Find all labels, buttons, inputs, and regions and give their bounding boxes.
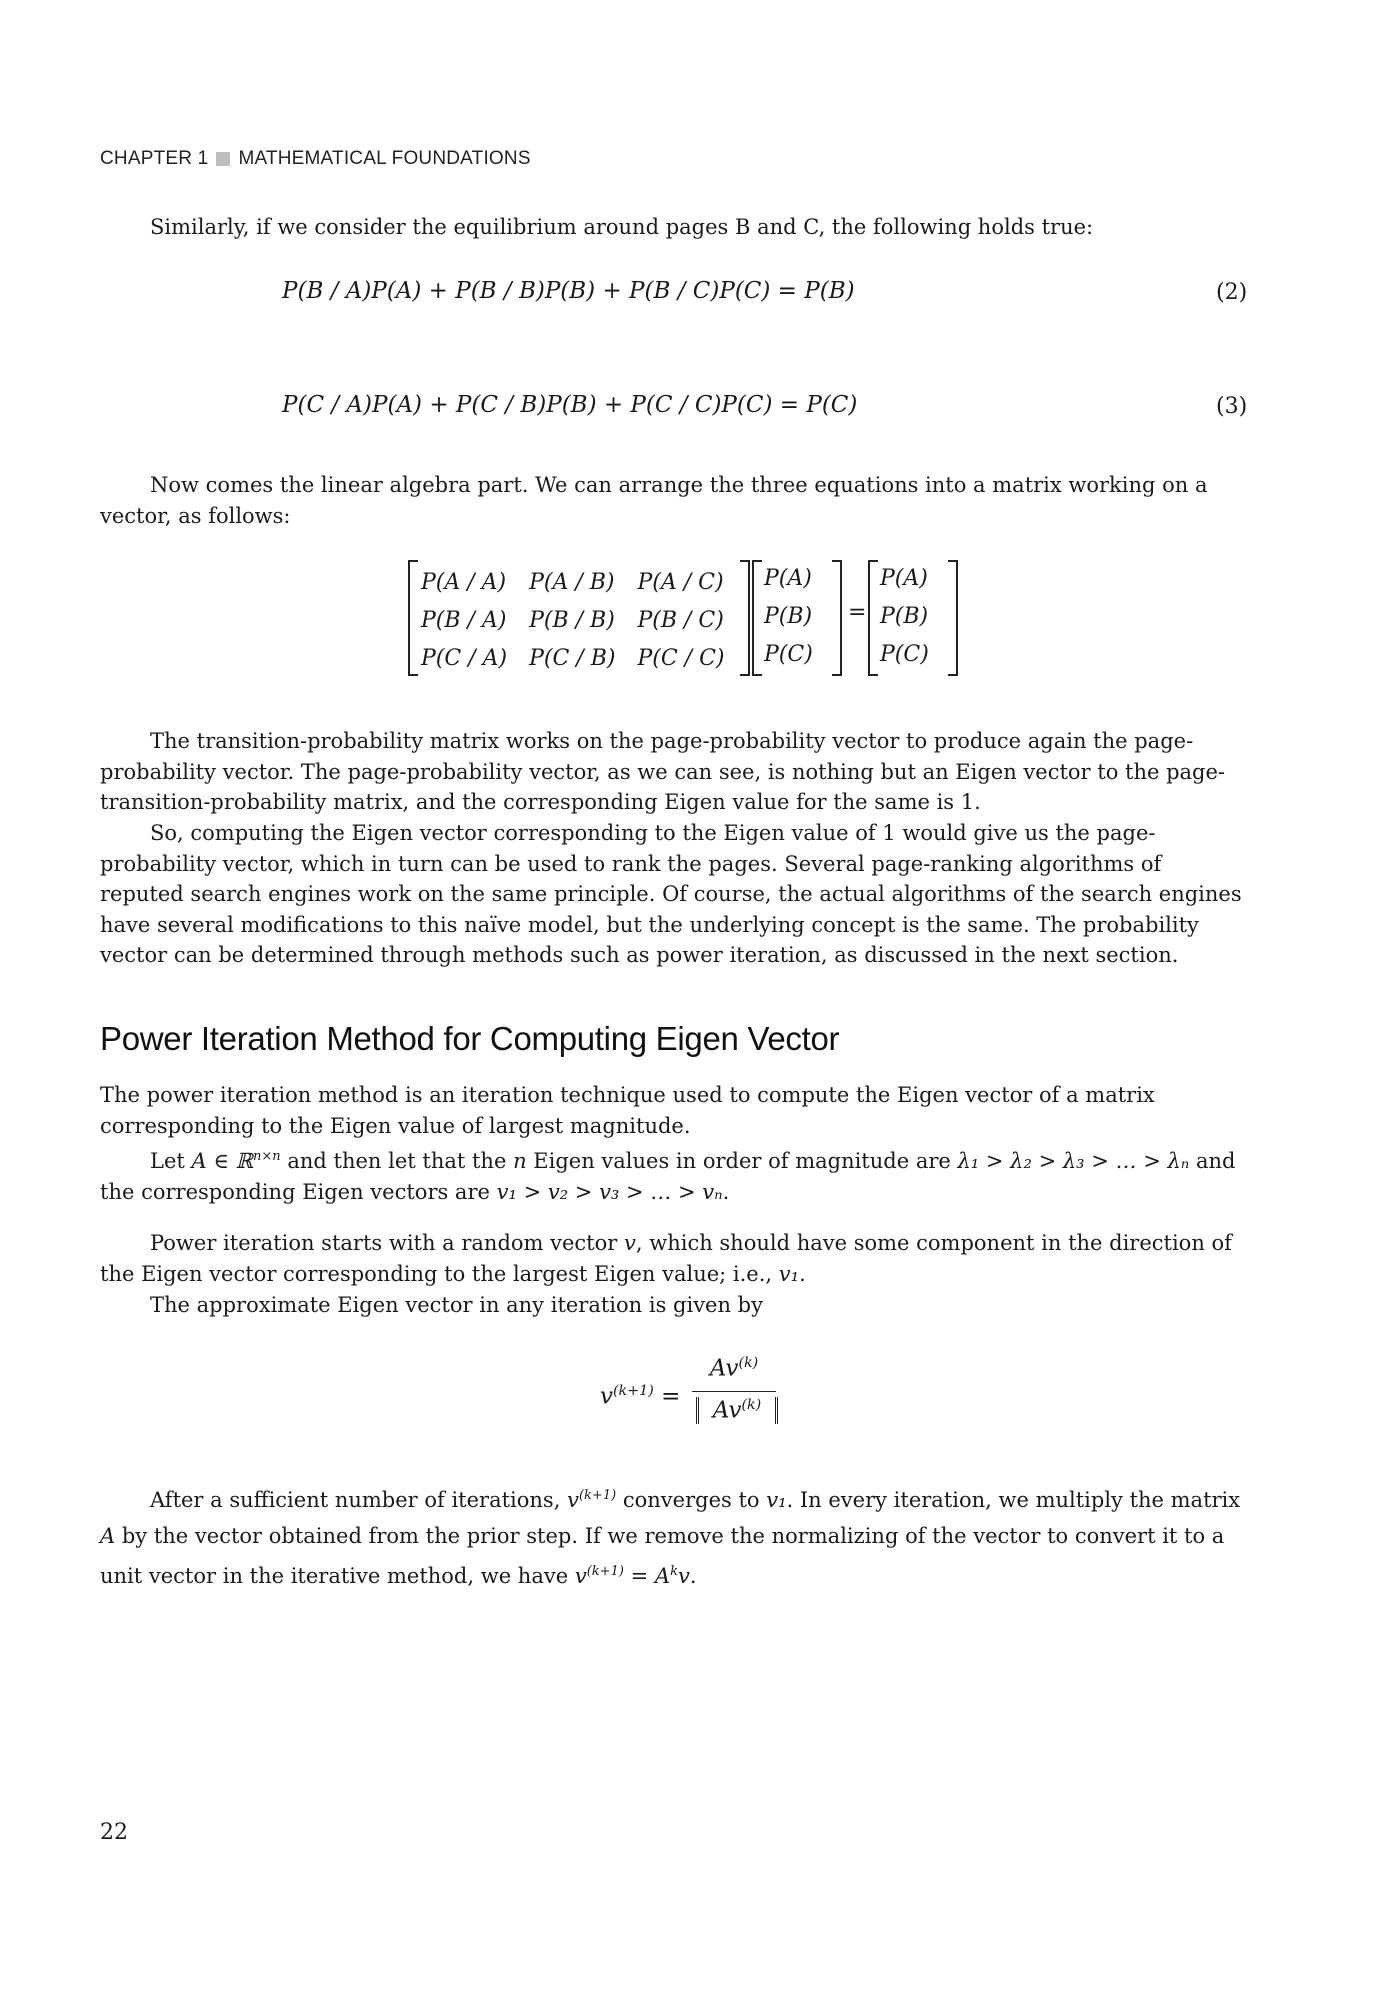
let-text-4: and the: [100, 1149, 1236, 1204]
running-header: [100, 148, 531, 170]
final-eq: = A: [630, 1564, 671, 1588]
let-text-3: Eigen values in order of magnitude are: [533, 1149, 951, 1173]
equation-2-number: (2): [1216, 280, 1248, 305]
formula-lhs-sup: (k+1): [613, 1383, 654, 1399]
after-text-3: . In every iteration, we multiply the matrix: [786, 1488, 1241, 1512]
formula-denominator: [696, 1397, 778, 1424]
final-tail: v: [677, 1564, 690, 1588]
eigenvalue-sequence: λ₁ > λ₂ > λ₃ > … > λₙ: [957, 1149, 1190, 1173]
random-text-2: , which should have some component in the direction of the Eigen vector corresponding to the largest Eigen value; i.e.,: [100, 1231, 1232, 1286]
numerator-sup: (k): [738, 1355, 759, 1371]
equals-sign: =: [848, 600, 867, 625]
matrix-cell: P(A / C): [637, 570, 724, 595]
equation-2: P(B / A)P(A) + P(B / B)P(B) + P(B / C)P(C) = P(B): [282, 278, 855, 304]
final-end: .: [689, 1564, 697, 1588]
after-text-4: by the vector obtained from the prior step. If we remove the normalizing of the vector to convert it to a unit vector in the iterative method, we have: [100, 1524, 1225, 1588]
denominator-sup: (k): [741, 1397, 762, 1413]
vector-entry: P(B): [764, 604, 813, 629]
final-v-sup: (k+1): [586, 1564, 624, 1579]
vector-right-bracket: [832, 560, 842, 676]
after-text-2: converges to: [622, 1488, 760, 1512]
domain-superscript: n×n: [253, 1149, 281, 1164]
v-k1-math: [567, 1488, 616, 1512]
matrix-equation: [408, 560, 968, 680]
formula-lhs-v: v: [600, 1383, 613, 1410]
section-heading: Power Iteration Method for Computing Eigen Vector: [100, 1020, 840, 1057]
random-text: Power iteration starts with a random vector: [150, 1231, 618, 1255]
intro-paragraph: Similarly, if we consider the equilibrium around pages B and C, the following holds true:: [150, 215, 1094, 239]
transition-paragraph: The transition-probability matrix works on the page-probability vector to produce again the page-probability vector. The page-probability vector, as we can see, is nothing but an Eigen vector to the page-transition-probability matrix, and the corresponding Eigen value for the same is 1.: [100, 729, 1226, 814]
final-k-sup: k: [670, 1564, 678, 1579]
power-intro-paragraph: The power iteration method is an iteration technique used to compute the Eigen vector of a matrix corresponding to the Eigen value of largest magnitude.: [100, 1083, 1155, 1138]
section-label: MATHEMATICAL FOUNDATIONS: [238, 148, 531, 169]
matrix-row: [410, 640, 736, 678]
domain-symbol: A ∈ ℝ: [191, 1149, 254, 1173]
n-symbol: n: [513, 1149, 527, 1173]
approx-paragraph: The approximate Eigen vector in any iteration is given by: [150, 1293, 763, 1317]
vectors-end: .: [722, 1179, 730, 1204]
denominator-text: Av: [712, 1397, 742, 1424]
matrix-right-bracket: [740, 560, 750, 676]
matrix-cell: P(C / C): [637, 646, 725, 671]
v-symbol: v: [624, 1231, 636, 1255]
result-vector: [870, 560, 939, 674]
eigenvector-sequence: v₁ > v₂ > v₃ > … > vₙ: [496, 1179, 723, 1204]
linear-algebra-paragraph: Now comes the linear algebra part. We can arrange the three equations into a matrix working on a vector, as follows:: [100, 473, 1208, 528]
v1-symbol: v₁: [778, 1261, 800, 1286]
matrix-domain-math: [192, 1149, 281, 1173]
matrix-cell: P(C / A): [421, 646, 508, 671]
let-paragraph: [100, 1142, 1250, 1207]
formula-lhs: [600, 1383, 680, 1410]
vector-entry: P(C): [764, 642, 813, 667]
matrix-cell: P(C / B): [529, 646, 616, 671]
matrix-cell: P(A / A): [421, 570, 507, 595]
computing-paragraph: So, computing the Eigen vector corresponding to the Eigen value of 1 would give us the page-probability vector, which in turn can be used to rank the pages. Several page-ranking algorithms of reputed search engines work on the same principle. Of course, the actual algorithms of the search engines have several modifications to this naïve model, but the underlying concept is the same. The probability vector can be determined through methods such as power iteration, as discussed in the next section.: [100, 821, 1242, 967]
random-end: .: [799, 1261, 806, 1286]
formula-numerator: [692, 1355, 776, 1382]
vector-entry: P(A): [764, 566, 812, 591]
page-number: 22: [100, 1820, 128, 1845]
vectors-text: corresponding Eigen vectors are: [141, 1179, 490, 1204]
final-v: v: [574, 1564, 587, 1588]
equation-3-number: (3): [1216, 394, 1248, 419]
result-right-bracket: [948, 560, 958, 676]
v1-symbol: v₁: [766, 1488, 787, 1512]
matrix-cell: P(B / B): [529, 608, 615, 633]
A-symbol: A: [100, 1524, 116, 1548]
let-text: Let: [150, 1149, 185, 1173]
chapter-label: CHAPTER 1: [100, 148, 209, 169]
final-formula: [575, 1564, 690, 1588]
let-text-2: and then let that the: [287, 1149, 507, 1173]
matrix-cell: P(B / C): [637, 608, 724, 633]
fraction-bar: [692, 1391, 776, 1392]
formula-equals: =: [661, 1383, 681, 1410]
matrix-cell: P(B / A): [421, 608, 507, 633]
result-entry: P(B): [880, 604, 929, 629]
convergence-paragraph: [100, 1478, 1250, 1594]
equation-3: P(C / A)P(A) + P(C / B)P(B) + P(C / C)P(C) = P(C): [282, 392, 858, 418]
result-entry: P(C): [880, 642, 929, 667]
matrix-row: [410, 602, 736, 640]
v-symbol: v: [567, 1488, 579, 1512]
matrix-row: [410, 564, 736, 602]
probability-vector: [754, 560, 823, 674]
square-separator-icon: [216, 152, 230, 166]
v-sup: (k+1): [578, 1488, 617, 1503]
after-text: After a sufficient number of iterations,: [150, 1488, 561, 1512]
matrix-cell: P(A / B): [529, 570, 615, 595]
random-vector-paragraph: [100, 1228, 1250, 1289]
result-entry: P(A): [880, 566, 928, 591]
transition-matrix: [410, 564, 736, 678]
numerator-text: Av: [709, 1355, 739, 1382]
